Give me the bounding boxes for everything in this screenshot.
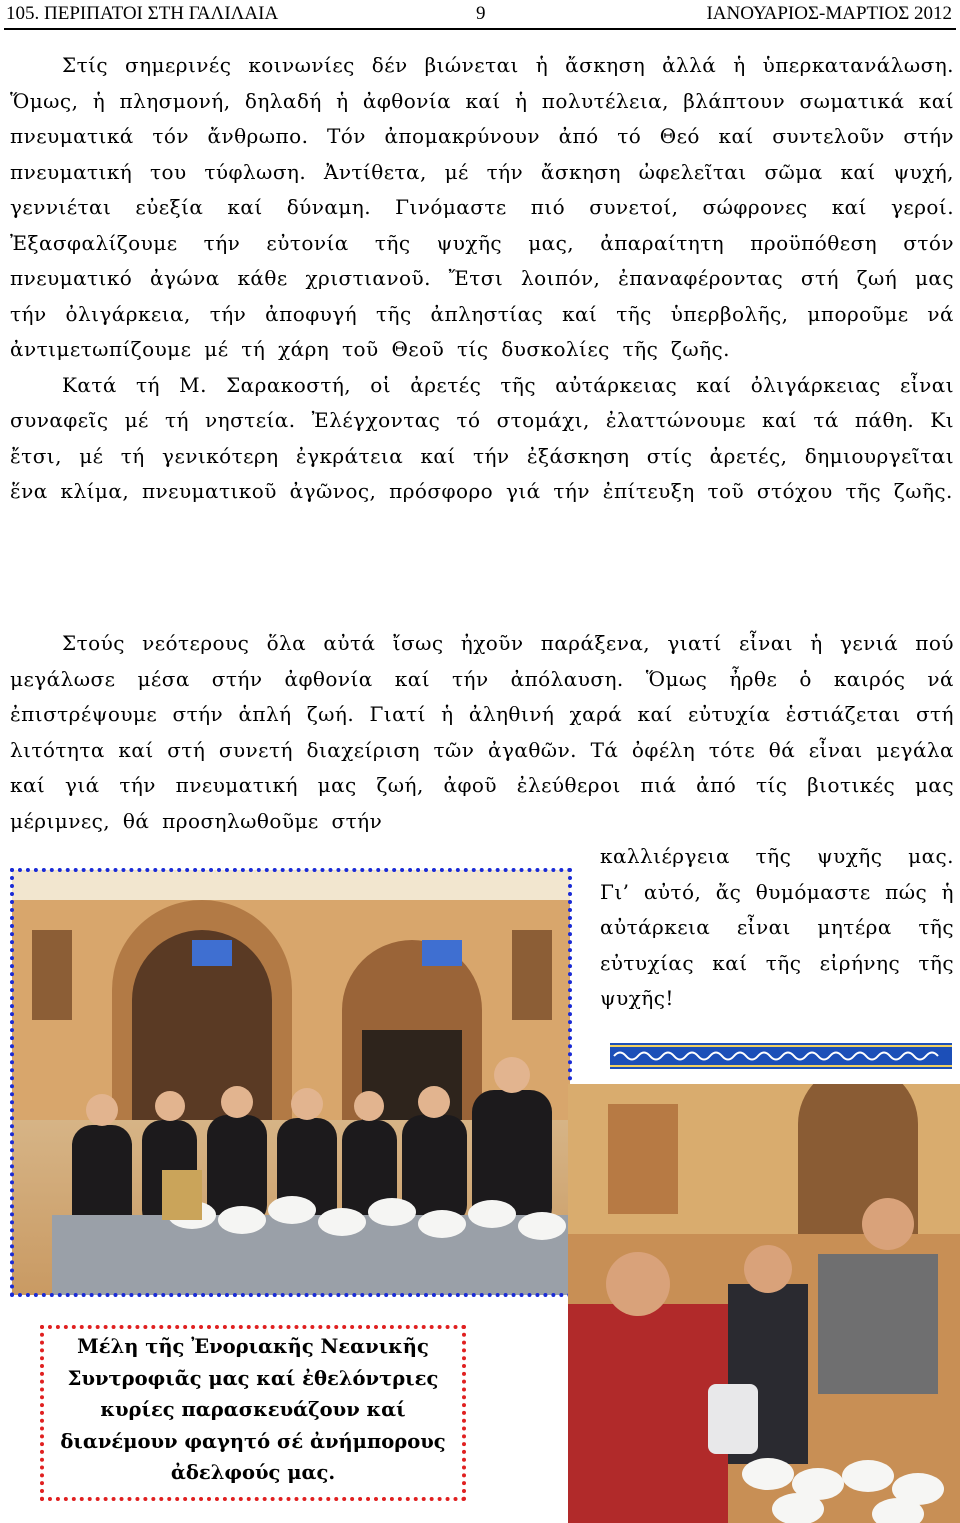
publication-title: 105. ΠΕΡΙΠΑΤΟΙ ΣΤΗ ΓΑΛΙΛΑΙΑ (6, 3, 279, 24)
paragraph-2: Κατά τή Μ. Σαρακοστή, οἱ ἀρετές τῆς αὐτάρκειας καί ὀλιγάρκειας εἶναι συναφεῖς μέ τή νηστεία. Ἐλέγχοντας τό στομάχι, ἐλαττώνουμε καί τά πάθη. Κι ἔτσι, μέ τή γενικότερη ἐγκράτεια καί τήν ἐξάσκηση στίς ἀρετές, δημιουργεῖται ἕνα κλίμα, πνευματικοῦ ἀγῶνος, πρόσφορο γιά τήν ἐπίτευξη τοῦ στόχου τῆς ζωῆς. (10, 372, 954, 503)
group-photo (12, 870, 570, 1295)
photo-caption: Μέλη τῆς Ἐνοριακῆς Νεανικῆς Συντροφιᾶς μας καί ἐθελόντριες κυρίες παρασκευάζουν καί διανέμουν φαγητό σέ ἀνήμπορους ἀδελφούς μας. (40, 1325, 466, 1501)
issue-date: ΙΑΝΟΥΑΡΙΟΣ-ΜΑΡΤΙΟΣ 2012 (706, 3, 952, 24)
page-header (4, 0, 956, 30)
ornament-band (610, 1043, 952, 1069)
volunteers-photo (568, 1084, 960, 1523)
paragraph-1: Στίς σημερινές κοινωνίες δέν βιώνεται ἡ ἄσκηση ἀλλά ἡ ὑπερκατανάλωση. Ὅμως, ἡ πλησμονή, δηλαδή ἡ ἀφθονία καί ἡ πολυτέλεια, βλάπτουν σωματικά καί πνευματικά τόν ἄνθρωπο. Τόν ἀπομακρύνουν ἀπό τό Θεό καί συντελοῦν στήν πνευματική του τύφλωση. Ἀντίθετα, μέ τήν ἄσκηση ὠφελεῖται σῶμα καί ψυχή, γεννιέται εὐεξία καί δύναμη. Γινόμαστε πιό συνετοί, σώφρονες καί γεροί. Ἐξασφαλίζουμε τήν εὐτονία τῆς ψυχῆς μας, ἀπαραίτητη προϋπόθεση στόν πνευματικό ἀγώνα κάθε χριστιανοῦ. Ἔτσι λοιπόν, ἐπαναφέροντας στή ζωή μας τήν ὀλιγάρκεια, τήν ἀποφυγή τῆς ἀπληστίας καί τῆς ὑπερβολῆς, μποροῦμε νά ἀντιμετωπίζουμε μέ τή χάρη τοῦ Θεοῦ τίς δυσκολίες τῆς ζωῆς. (10, 53, 954, 361)
paragraph-3-narrow: καλλιέργεια τῆς ψυχῆς μας. Γι’ αὐτό, ἄς θυμόμαστε πώς ἡ αὐτάρκεια εἶναι μητέρα τῆς εὐτυχίας καί τῆς εἰρήνης τῆς ψυχῆς! (600, 844, 954, 1010)
paragraph-3-wide: Στούς νεότερους ὅλα αὐτά ἴσως ἠχοῦν παράξενα, γιατί εἶναι ἡ γενιά πού μεγάλωσε μέσα στήν ἀφθονία καί τήν ἀπόλαυση. Ὅμως ἦρθε ὁ καιρός νά ἐπιστρέψουμε στήν ἁπλή ζωή. Γιατί ἡ ἀληθινή χαρά καί εὐτυχία ἑστιάζεται στή λιτότητα καί στή συνετή διαχείριση τῶν ἀγαθῶν. Τά ὀφέλη τότε θά εἶναι μεγάλα καί γιά τήν πνευματική μας ζωή, ἀφοῦ ἐλεύθεροι πιά ἀπό τίς βιοτικές μας μέριμνες, θά προσηλωθοῦμε στήν (10, 631, 954, 833)
page-number: 9 (476, 3, 486, 24)
article-body (10, 48, 954, 510)
